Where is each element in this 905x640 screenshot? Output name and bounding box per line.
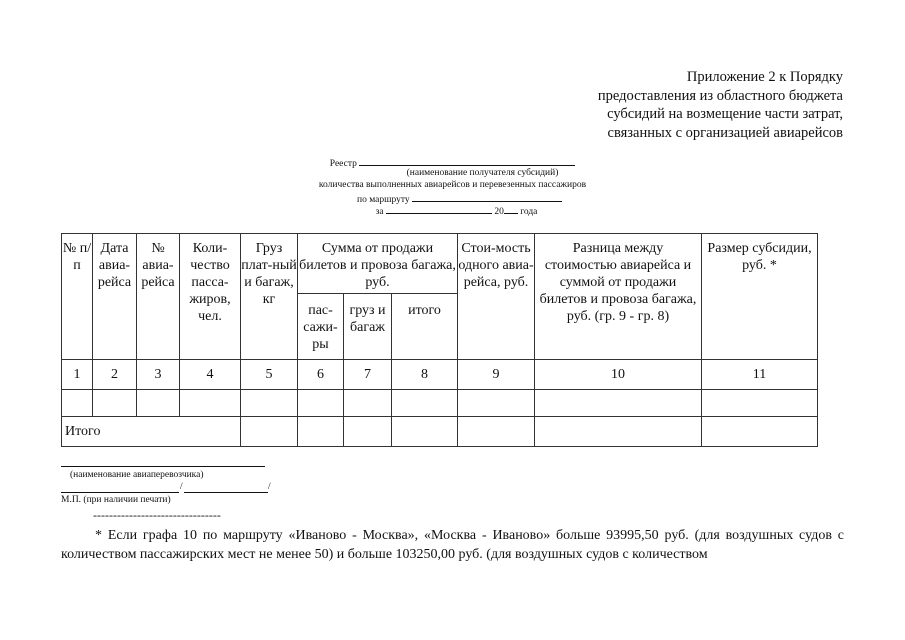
column-number: 10 xyxy=(535,360,702,390)
year-label: года xyxy=(520,207,538,217)
column-number: 5 xyxy=(241,360,298,390)
column-number: 7 xyxy=(344,360,392,390)
header-flight-cost: Стои-мость одного авиа-рейса, руб. xyxy=(458,234,535,360)
table-cell xyxy=(241,390,298,417)
recipient-blank xyxy=(359,156,575,166)
header-subsidy: Размер субсидии, руб. * xyxy=(702,234,818,360)
header-difference: Разница между стоимостью авиарейса и суммой от продажи билетов и провоза багажа, руб. (гр. 9 - гр. 8) xyxy=(535,234,702,360)
year-prefix: 20 xyxy=(494,207,504,217)
signature-name-line xyxy=(184,492,268,493)
table-cell xyxy=(458,417,535,447)
registry-table xyxy=(61,233,818,447)
table-cell xyxy=(702,417,818,447)
table-cell xyxy=(137,390,180,417)
registry-quantity-line: количества выполненных авиарейсов и перевезенных пассажиров xyxy=(318,180,587,190)
header-flight-date: Дата авиа-рейса xyxy=(93,234,137,360)
table-row xyxy=(62,390,818,417)
appendix-line-4: связанных с организацией авиарейсов xyxy=(607,124,843,141)
table-cell xyxy=(298,390,344,417)
route-blank xyxy=(412,192,562,202)
stamp-label: М.П. (при наличии печати) xyxy=(61,495,171,505)
header-total-sum: итого xyxy=(392,294,458,360)
header-passenger-count: Коли-чество пасса-жиров, чел. xyxy=(180,234,241,360)
period-blank xyxy=(386,204,492,214)
route-label: по маршруту xyxy=(357,195,410,205)
table-cell xyxy=(392,390,458,417)
table-cell xyxy=(241,417,298,447)
signature-slash-2: / xyxy=(268,482,271,492)
footnote-separator: -------------------------------- xyxy=(93,508,221,522)
table-cell xyxy=(458,390,535,417)
appendix-line-2: предоставления из областного бюджета xyxy=(597,87,843,104)
table-cell xyxy=(344,390,392,417)
header-cargo: Груз плат-ный и багаж, кг xyxy=(241,234,298,360)
table-cell xyxy=(702,390,818,417)
header-number: № п/п xyxy=(62,234,93,360)
table-cell xyxy=(392,417,458,447)
column-number: 9 xyxy=(458,360,535,390)
appendix-line-3: субсидий на возмещение части затрат, xyxy=(607,106,843,122)
table-cell xyxy=(535,417,702,447)
column-numbers-row xyxy=(62,360,818,390)
table-cell xyxy=(93,390,137,417)
column-number: 2 xyxy=(93,360,137,390)
header-cargo-sum: груз и багаж xyxy=(344,294,392,360)
total-row xyxy=(62,417,818,447)
carrier-caption: (наименование авиаперевозчика) xyxy=(70,470,204,480)
table-cell xyxy=(535,390,702,417)
table-cell xyxy=(344,417,392,447)
carrier-name-line xyxy=(61,466,265,467)
column-number: 6 xyxy=(298,360,344,390)
column-number: 4 xyxy=(180,360,241,390)
footnote-text: * Если графа 10 по маршруту «Иваново - Москва», «Москва - Иваново» больше 93995,50 руб. (для воздушных судов с количеством пассажирских мест не менее 50) и больше 103250,00 руб. (для воздушных судов с количеством xyxy=(61,528,844,562)
year-blank xyxy=(504,204,518,214)
table-cell xyxy=(62,390,93,417)
table-cell xyxy=(180,390,241,417)
signature-line xyxy=(61,492,179,493)
header-passengers-sum: пас-сажи-ры xyxy=(298,294,344,360)
registry-label: Реестр xyxy=(329,159,357,169)
header-flight-number: № авиа-рейса xyxy=(137,234,180,360)
signature-slash-1: / xyxy=(180,482,183,492)
recipient-caption: (наименование получателя субсидий) xyxy=(406,168,559,178)
header-sales-sum: Сумма от продажи билетов и провоза багажа, руб. xyxy=(298,234,458,294)
for-label: за xyxy=(375,207,384,217)
column-number: 1 xyxy=(62,360,93,390)
total-label: Итого xyxy=(62,417,241,447)
table-cell xyxy=(298,417,344,447)
column-number: 3 xyxy=(137,360,180,390)
column-number: 11 xyxy=(702,360,818,390)
column-number: 8 xyxy=(392,360,458,390)
appendix-line-1: Приложение 2 к Порядку xyxy=(686,69,843,85)
period-line xyxy=(0,204,905,217)
appendix-header xyxy=(598,68,843,142)
